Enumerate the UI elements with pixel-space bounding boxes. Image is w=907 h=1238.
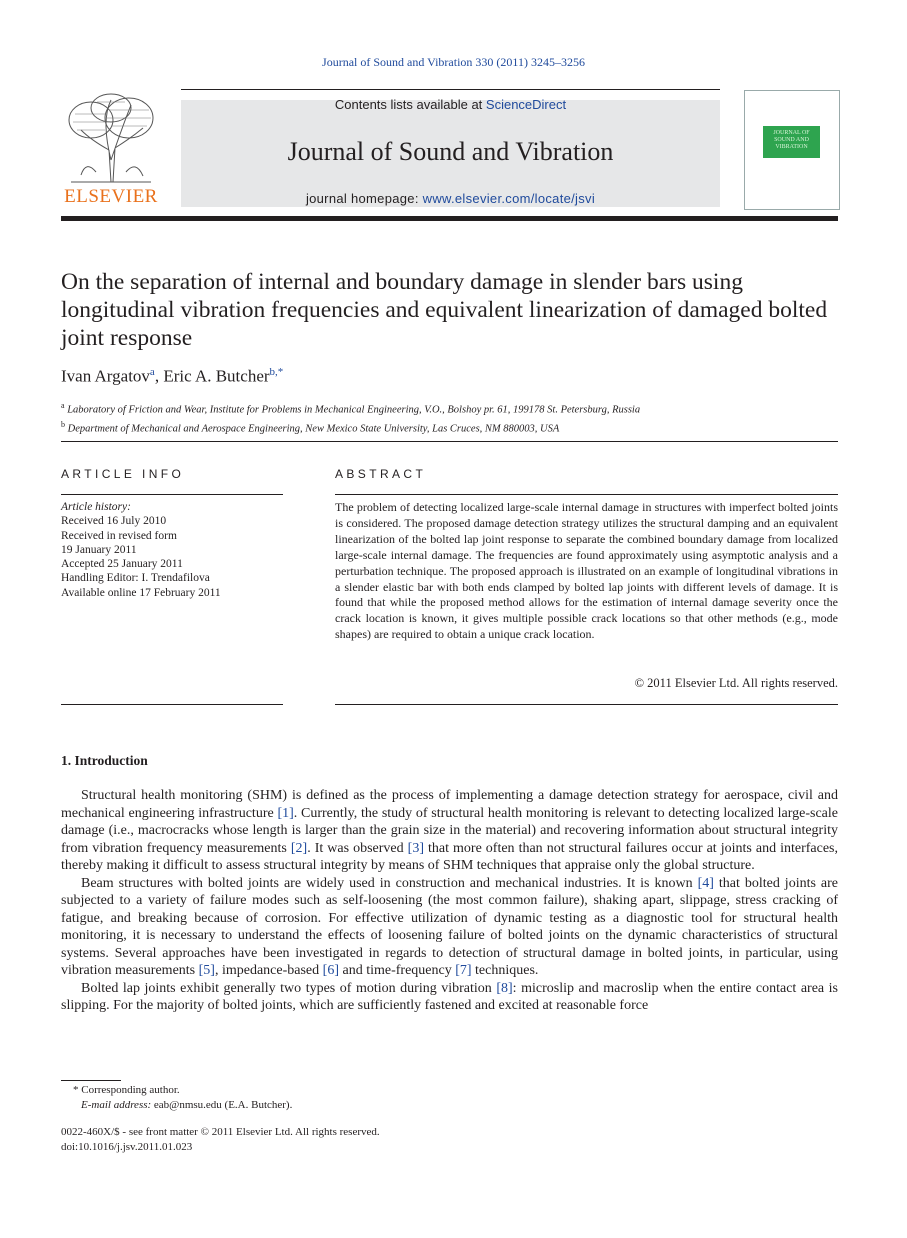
reference-link[interactable]: [6]	[322, 963, 339, 978]
email-note	[61, 1098, 292, 1113]
email-address[interactable]: eab@nmsu.edu (E.A. Butcher).	[151, 1099, 293, 1111]
elsevier-wordmark: ELSEVIER	[64, 186, 158, 207]
text-run: : microslip and macroslip when the entire contact area is slipping. For the majority of bolted joints, which are sufficiently fastened and excited at reasonable force	[61, 980, 838, 1013]
paragraph	[61, 787, 838, 875]
history-line: Received in revised form	[61, 529, 177, 542]
reference-link[interactable]: [5]	[198, 963, 215, 978]
reference-link[interactable]: [1]	[277, 805, 294, 821]
text-run: techniques.	[471, 963, 539, 978]
paragraph	[61, 875, 838, 980]
author-affiliation-mark[interactable]: b,*	[269, 366, 284, 378]
history-line: 19 January 2011	[61, 543, 137, 556]
front-matter-line: 0022-460X/$ - see front matter © 2011 Elsevier Ltd. All rights reserved.	[61, 1126, 380, 1138]
footnotes	[61, 1083, 292, 1113]
tree-icon	[61, 90, 161, 186]
banner-top-rule	[181, 89, 720, 90]
homepage-link[interactable]: www.elsevier.com/locate/jsvi	[422, 191, 596, 206]
text-run: and time-frequency	[338, 963, 456, 978]
elsevier-logo	[61, 90, 161, 208]
text-run: Structural health monitoring (SHM) is defined as the process of implementing a damage detection strategy for aerospace, civil and mechanical engineering infrastructure	[61, 788, 838, 821]
divider	[335, 704, 838, 705]
article-info-heading: ARTICLE INFO	[61, 467, 185, 481]
header-thick-rule	[61, 216, 838, 221]
divider	[61, 494, 283, 495]
reference-link[interactable]: [7]	[455, 963, 472, 978]
affiliation-text: Department of Mechanical and Aerospace Engineering, New Mexico State University, Las Cruces, NM 880003, USA	[67, 423, 560, 434]
doi[interactable]: doi:10.1016/j.jsv.2011.01.023	[61, 1141, 193, 1153]
email-label: E-mail address:	[81, 1099, 152, 1111]
corresponding-author-note: * Corresponding author.	[73, 1084, 180, 1096]
article-title: On the separation of internal and boundary damage in slender bars using longitudinal vibration frequencies and equivalent linearization of damaged bolted joint response	[61, 269, 828, 351]
author-name: Ivan Argatov	[61, 366, 150, 386]
contents-prefix: Contents lists available at	[334, 97, 486, 112]
affiliation-mark: a	[61, 401, 65, 410]
text-run: . It was observed	[307, 840, 408, 856]
author-name: Eric A. Butcher	[163, 366, 270, 386]
reference-link[interactable]: [3]	[407, 840, 424, 856]
body-text	[61, 787, 838, 1015]
journal-cover-thumbnail[interactable]	[744, 90, 840, 210]
reference-link[interactable]: [4]	[697, 875, 714, 891]
abstract-text: The problem of detecting localized large-scale internal damage in structures with imperfect bolted joints is considered. The proposed damage detection strategy utilizes the structural damping and an equivalent linearization of the bolted lap joint response to separate the combined boundary damage from localized large-scale internal damage. The frequencies are found approximately using asymptotic analysis and a perturbation technique. The proposed approach is illustrated on an example of longitudinal vibrations in a slender elastic bar with both ends clamped by bolted lap joints with different levels of damage. It is found that while the proposed method allows for the estimation of internal damage severity once the crack location is known, it gives multiple possible crack locations so that other methods (e.g., mode shapes) are required to obtain a unique crack location.	[335, 500, 838, 642]
contents-line	[181, 97, 720, 112]
reference-link[interactable]: [2]	[290, 840, 308, 856]
journal-name: Journal of Sound and Vibration	[287, 137, 614, 166]
text-run: that bolted joints are subjected to a variety of failure modes such as self-loosening (the most common failure), shaking apart, slippage, stress cracking of fatigue, and breaking because of corrosion. For effective utilization of dynamic testing as a diagnostic tool for structural health monitoring, it is necessary to understand the effects of loosening failure of bolted joints on the dynamic characteristics of structural systems. Several approaches have been investigated in regards to detection of structural damage in bolted joints, in particular, using vibration measurements	[61, 875, 838, 978]
affiliation-a	[61, 399, 640, 418]
affiliation-text: Laboratory of Friction and Wear, Institute for Problems in Mechanical Engineering, V.O., Bolshoy pr. 61, 199178 St. Petersburg, Russia	[67, 404, 641, 416]
divider	[61, 704, 283, 705]
reference-link[interactable]: [8]	[496, 980, 513, 996]
text-run: , impedance-based	[214, 963, 323, 978]
affiliation-b	[61, 418, 640, 437]
history-line: Handling Editor: I. Trendafilova	[61, 572, 210, 585]
journal-citation[interactable]: Journal of Sound and Vibration 330 (2011) 3245–3256	[322, 55, 585, 69]
history-line: Received 16 July 2010	[61, 515, 167, 528]
sciencedirect-link[interactable]: ScienceDirect	[485, 97, 567, 112]
cover-title-block: JOURNAL OF SOUND AND VIBRATION	[763, 126, 820, 158]
divider	[335, 494, 838, 495]
text-run: Bolted lap joints exhibit generally two types of motion during vibration	[81, 980, 497, 996]
history-label: Article history:	[61, 501, 131, 513]
author-list: Ivan Argatov$^a$, Eric A. Butcher$^{b,*}$	[61, 366, 284, 386]
affiliation-mark: b	[61, 419, 65, 429]
text-run: that more often than not structural failures occur at joints and interfaces, thereby making it difficult to assess structural integrity by means of SHM techniques that appraise only the global structure.	[61, 840, 838, 873]
paragraph	[61, 980, 838, 1015]
footnote-rule	[61, 1080, 121, 1081]
divider	[61, 441, 838, 442]
author-affiliation-mark[interactable]: a	[149, 366, 155, 378]
front-matter-footer	[61, 1125, 380, 1155]
text-run: . Currently, the study of structural health monitoring is relevant to detecting localized large-scale damage (i.e., macrocracks whose length is larger than the grain size in the material) and recovering information about structural integrity from vibration frequency measurements	[61, 805, 838, 856]
abstract-heading: ABSTRACT	[335, 467, 427, 481]
history-line: Accepted 25 January 2011	[61, 558, 183, 571]
homepage-prefix: journal homepage:	[305, 191, 423, 206]
section-heading: 1. Introduction	[61, 753, 148, 768]
affiliations	[61, 399, 640, 436]
homepage-line	[181, 191, 720, 206]
history-line: Available online 17 February 2011	[61, 586, 221, 599]
text-run: Beam structures with bolted joints are widely used in construction and mechanical industries. It is known	[81, 875, 698, 891]
copyright-notice: © 2011 Elsevier Ltd. All rights reserved.	[634, 676, 838, 690]
article-history	[61, 500, 221, 600]
